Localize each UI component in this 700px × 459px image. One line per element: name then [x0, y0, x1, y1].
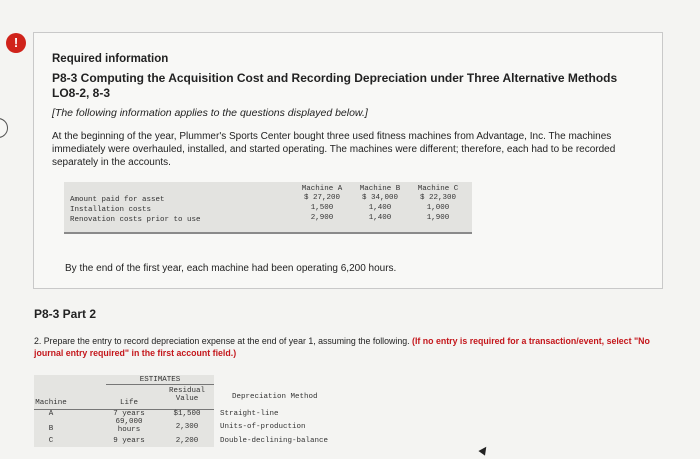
divider	[106, 384, 214, 385]
table-cell: 1,400	[368, 214, 392, 222]
header-machine: Machine	[35, 399, 67, 407]
table-cell: $ 34,000	[361, 194, 398, 202]
header-residual-value: Residual Value	[168, 387, 205, 403]
table-cell: 1,500	[310, 204, 334, 212]
estimates-table	[34, 375, 354, 447]
column-header-machine-b: Machine B	[359, 185, 401, 193]
table-cell: C	[48, 437, 54, 445]
header-depreciation-method: Depreciation Method	[232, 393, 318, 401]
column-header-machine-a: Machine A	[301, 185, 343, 193]
table-cell: $1,500	[173, 410, 201, 418]
table-cell: 69,000 hours	[115, 418, 143, 434]
table-cell: 1,000	[426, 204, 450, 212]
required-information-heading: Required information	[52, 53, 169, 65]
required-information-card	[33, 32, 663, 289]
table-cell: 1,400	[368, 204, 392, 212]
row-label-amount-paid: Amount paid for asset	[70, 196, 165, 204]
part-heading: P8-3 Part 2	[34, 307, 97, 321]
alert-icon: !	[6, 33, 26, 53]
table-cell: 2,200	[175, 437, 199, 445]
side-scroll-handle[interactable]	[0, 118, 8, 138]
table-cell: 2,300	[175, 423, 199, 431]
mouse-cursor-icon	[478, 444, 489, 455]
table-cell: 9 years	[113, 437, 145, 445]
table-cell: 7 years	[113, 410, 145, 418]
machine-cost-table	[64, 182, 472, 234]
problem-title: P8-3 Computing the Acquisition Cost and Recording Depreciation under Three Alternative Methods LO8-2, 8-3	[52, 71, 618, 100]
table-cell: A	[48, 410, 54, 418]
header-life: Life	[119, 399, 138, 407]
part-instruction	[34, 335, 654, 359]
table-cell: $ 27,200	[303, 194, 340, 202]
table-cell: B	[48, 425, 54, 433]
column-header-machine-c: Machine C	[417, 185, 459, 193]
table-cell: 1,900	[426, 214, 450, 222]
row-label-renovation: Renovation costs prior to use	[70, 216, 201, 224]
row-label-installation: Installation costs	[70, 206, 152, 214]
applies-note: [The following information applies to the questions displayed below.]	[52, 107, 368, 119]
table-cell: Double-declining-balance	[220, 437, 329, 445]
table-cell: 2,900	[310, 214, 334, 222]
table-cell: Units-of-production	[220, 423, 306, 431]
table-cell: $ 22,300	[419, 194, 456, 202]
table-cell: Straight-line	[220, 410, 279, 418]
estimates-group-header: ESTIMATES	[139, 376, 181, 384]
usage-note: By the end of the first year, each machine had been operating 6,200 hours.	[65, 263, 397, 274]
instruction-warning: (If no entry is required for a transaction/event, select "No journal entry required" in the first account field.)	[34, 336, 650, 358]
instruction-text: 2. Prepare the entry to record depreciation expense at the end of year 1, assuming the following.	[34, 336, 410, 346]
problem-paragraph: At the beginning of the year, Plummer's Sports Center bought three used fitness machines from Advantage, Inc. The machines immediately were overhauled, installed, and started operating. The machines were different; therefore, each had to be recorded separately in the accounts.	[52, 131, 616, 168]
